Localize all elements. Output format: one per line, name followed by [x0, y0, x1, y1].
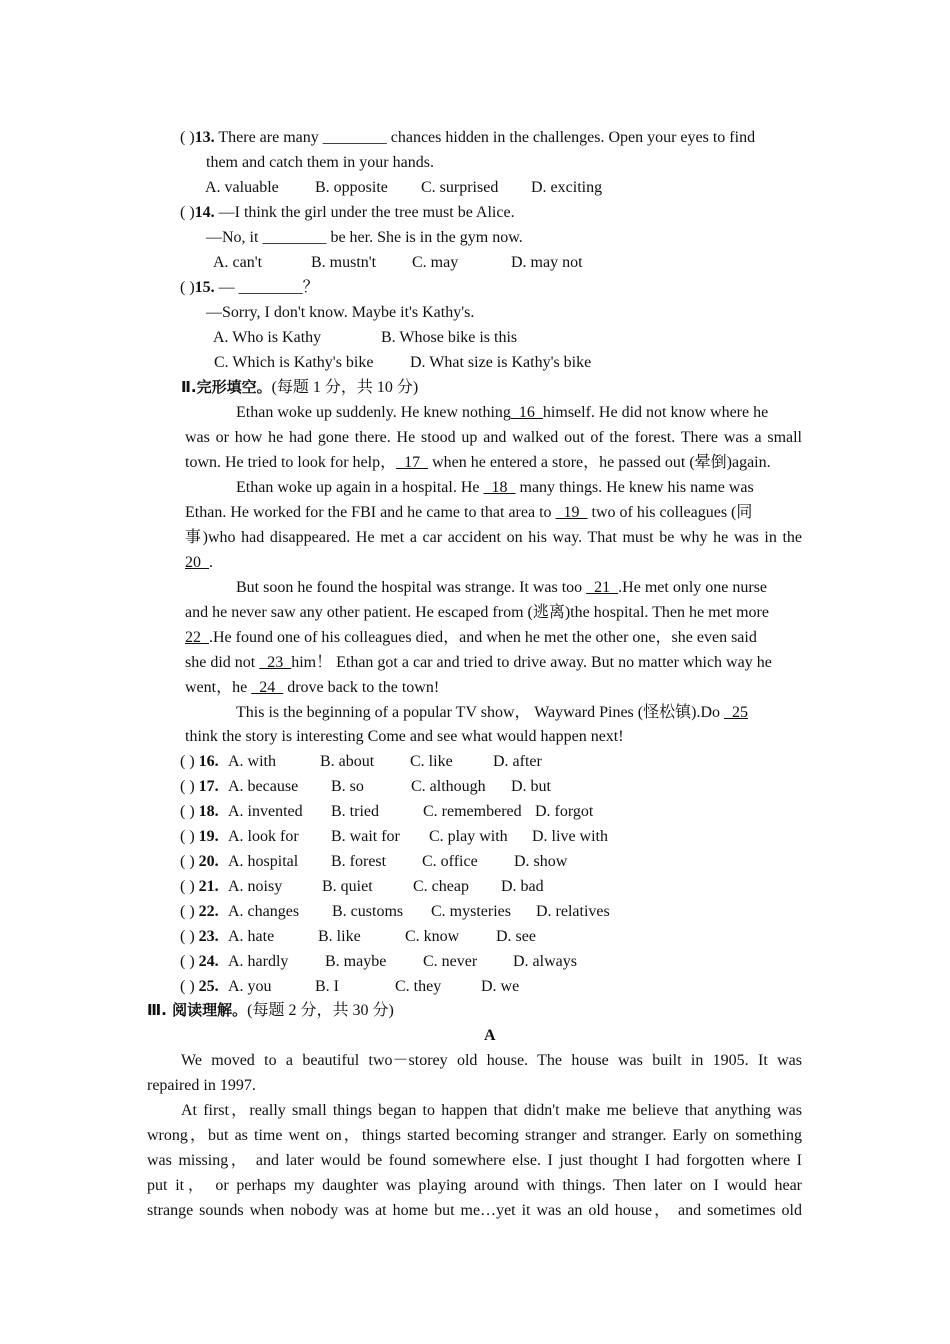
- passage-line: was missing， and later would be found somewhere else. I just thought I had forgotten where I: [147, 1152, 802, 1169]
- cloze-line: town. He tried to look for help， 17 when he entered a store，he passed out (晕倒)again.: [185, 454, 771, 471]
- blank-23[interactable]: 23: [259, 654, 292, 671]
- answer-paren[interactable]: ( ): [180, 953, 195, 970]
- option-a: A. hardly: [228, 953, 289, 970]
- option-b: B. maybe: [325, 953, 387, 970]
- choice-row: ( ) 21.: [180, 878, 219, 895]
- option-b: B. forest: [331, 853, 387, 870]
- option-b: B. about: [320, 753, 375, 770]
- option-c: C. cheap: [413, 878, 469, 895]
- passage-line: At first，really small things began to happen that didn't make me believe that anything was: [181, 1102, 802, 1119]
- option-d: D. see: [496, 928, 536, 945]
- option-d: D. may not: [511, 254, 583, 271]
- option-a: A. hospital: [228, 853, 299, 870]
- option-c: C. they: [395, 978, 442, 995]
- question-14: [180, 200, 515, 225]
- cloze-line: Ethan. He worked for the FBI and he came to that area to 19 two of his colleagues (同: [185, 504, 753, 521]
- option-d: D. exciting: [531, 179, 603, 196]
- option-a: A. can't: [213, 254, 263, 271]
- cloze-line: But soon he found the hospital was strange. It was too 21 .He met only one nurse: [236, 579, 768, 596]
- option-c: C. know: [405, 928, 460, 945]
- blank-17[interactable]: 17: [396, 454, 429, 471]
- option-b: B. customs: [332, 903, 404, 920]
- option-b: B. mustn't: [311, 254, 377, 271]
- option-a: A. changes: [228, 903, 300, 920]
- answer-paren[interactable]: ( ): [180, 928, 195, 945]
- option-a: A. hate: [228, 928, 275, 945]
- answer-paren[interactable]: ( ): [180, 903, 195, 920]
- option-a: A. with: [228, 753, 276, 770]
- answer-paren[interactable]: ( ): [180, 803, 195, 820]
- choice-row: ( ) 19.: [180, 828, 219, 845]
- option-c: C. may: [412, 254, 459, 271]
- answer-paren[interactable]: ( ): [180, 204, 195, 221]
- option-b: B. so: [331, 778, 364, 795]
- choice-row: ( ) 24.: [180, 953, 219, 970]
- question-15: [180, 275, 319, 300]
- passage-line: We moved to a beautiful two－storey old house. The house was built in 1905. It was: [181, 1052, 802, 1069]
- option-d: D. live with: [532, 828, 608, 845]
- option-b: B. like: [318, 928, 361, 945]
- option-c: C. office: [422, 853, 478, 870]
- option-d: D. show: [514, 853, 568, 870]
- cloze-line: was or how he had gone there. He stood up and walked out of the forest. There was a small: [185, 429, 802, 446]
- choice-row: ( ) 20.: [180, 853, 219, 870]
- question-number: 14.: [194, 204, 215, 221]
- option-c: C. Which is Kathy's bike: [214, 354, 374, 371]
- cloze-line: 事)who had disappeared. He met a car accident on his way. That must be why he was in the: [185, 529, 802, 546]
- blank-18[interactable]: 18: [483, 479, 516, 496]
- option-d: D. but: [511, 778, 551, 795]
- answer-paren[interactable]: ( ): [180, 828, 195, 845]
- question-stem: There are many ________ chances hidden in the challenges. Open your eyes to find: [214, 129, 756, 146]
- section-note: (每题 2 分，共 30 分): [247, 1002, 394, 1019]
- section-title: Ⅲ. 阅读理解。: [147, 1001, 248, 1019]
- question-number: 13.: [194, 129, 215, 146]
- answer-paren[interactable]: ( ): [180, 778, 195, 795]
- option-d: D. we: [481, 978, 520, 995]
- choice-row: ( ) 23.: [180, 928, 219, 945]
- question-stem-cont: them and catch them in your hands.: [206, 154, 434, 171]
- passage-line: put it， or perhaps my daughter was playing around with things. Then later on I would hear: [147, 1177, 803, 1194]
- cloze-line: went，he 24 drove back to the town!: [185, 679, 440, 696]
- blank-22[interactable]: 22: [185, 629, 209, 646]
- option-d: D. always: [513, 953, 577, 970]
- section-title: Ⅱ.完形填空。: [181, 378, 272, 396]
- option-a: A. invented: [228, 803, 303, 820]
- question-number: 15.: [194, 279, 215, 296]
- option-c: C. remembered: [423, 803, 522, 820]
- option-c: C. like: [410, 753, 453, 770]
- option-a: A. because: [228, 778, 299, 795]
- section-3-heading: [147, 998, 394, 1023]
- option-b: B. opposite: [315, 179, 388, 196]
- question-stem-cont: —No, it ________ be her. She is in the gym now.: [206, 229, 523, 246]
- question-stem: —I think the girl under the tree must be Alice.: [214, 204, 515, 221]
- option-d: D. forgot: [535, 803, 594, 820]
- cloze-line: 22 .He found one of his colleagues died，and when he met the other one，she even said: [185, 629, 757, 646]
- choice-row: ( ) 22.: [180, 903, 219, 920]
- option-a: A. noisy: [228, 878, 283, 895]
- choice-row: ( ) 16.: [180, 753, 219, 770]
- option-d: D. after: [493, 753, 542, 770]
- answer-paren[interactable]: ( ): [180, 753, 195, 770]
- answer-paren[interactable]: ( ): [180, 853, 195, 870]
- choice-row: ( ) 17.: [180, 778, 219, 795]
- option-a: A. Who is Kathy: [213, 329, 322, 346]
- answer-paren[interactable]: ( ): [180, 878, 195, 895]
- option-b: B. tried: [331, 803, 379, 820]
- passage-line: repaired in 1997.: [147, 1077, 256, 1094]
- cloze-line: This is the beginning of a popular TV show， Wayward Pines (怪松镇).Do 25: [236, 704, 748, 721]
- option-b: B. Whose bike is this: [381, 329, 518, 346]
- cloze-line: Ethan woke up suddenly. He knew nothing 16 himself. He did not know where he: [236, 404, 769, 421]
- blank-19[interactable]: 19: [555, 504, 588, 521]
- section-2-heading: [181, 375, 418, 400]
- option-c: C. never: [423, 953, 478, 970]
- cloze-line: and he never saw any other patient. He escaped from (逃离)the hospital. Then he met more: [185, 604, 769, 621]
- option-c: C. although: [411, 778, 486, 795]
- question-stem: — ________？: [214, 279, 319, 296]
- answer-paren[interactable]: ( ): [180, 279, 195, 296]
- choice-row: ( ) 18.: [180, 803, 219, 820]
- cloze-line: she did not 23 him！ Ethan got a car and tried to drive away. But no matter which way he: [185, 654, 772, 671]
- blank-20[interactable]: 20: [185, 554, 209, 571]
- option-c: C. surprised: [421, 179, 499, 196]
- passage-line: wrong，but as time went on，things started becoming stranger and stranger. Early on something: [147, 1127, 802, 1144]
- blank-21[interactable]: 21: [586, 579, 619, 596]
- cloze-line: Ethan woke up again in a hospital. He 18 many things. He knew his name was: [236, 479, 754, 496]
- blank-24[interactable]: 24: [251, 679, 284, 696]
- cloze-line: think the story is interesting Come and see what would happen next!: [185, 728, 624, 745]
- option-a: A. valuable: [205, 179, 279, 196]
- question-13: [180, 125, 755, 150]
- option-c: C. play with: [429, 828, 508, 845]
- section-note: (每题 1 分，共 10 分): [271, 379, 419, 396]
- passage-line: strange sounds when nobody was at home but me…yet it was an old house， and sometimes old: [147, 1202, 802, 1219]
- question-stem-cont: —Sorry, I don't know. Maybe it's Kathy's.: [206, 304, 475, 321]
- option-d: D. relatives: [536, 903, 610, 920]
- blank-25[interactable]: 25: [724, 704, 748, 721]
- passage-label: A: [484, 1027, 496, 1044]
- option-a: A. you: [228, 978, 272, 995]
- option-c: C. mysteries: [431, 903, 511, 920]
- option-b: B. wait for: [331, 828, 400, 845]
- answer-paren[interactable]: ( ): [180, 129, 195, 146]
- option-a: A. look for: [228, 828, 299, 845]
- answer-paren[interactable]: ( ): [180, 978, 195, 995]
- choice-row: ( ) 25.: [180, 978, 219, 995]
- cloze-line: 20 .: [185, 554, 213, 571]
- blank-16[interactable]: 16: [510, 404, 543, 421]
- option-b: B. quiet: [322, 878, 373, 895]
- option-d: D. What size is Kathy's bike: [410, 354, 592, 371]
- option-d: D. bad: [501, 878, 544, 895]
- option-b: B. I: [315, 978, 339, 995]
